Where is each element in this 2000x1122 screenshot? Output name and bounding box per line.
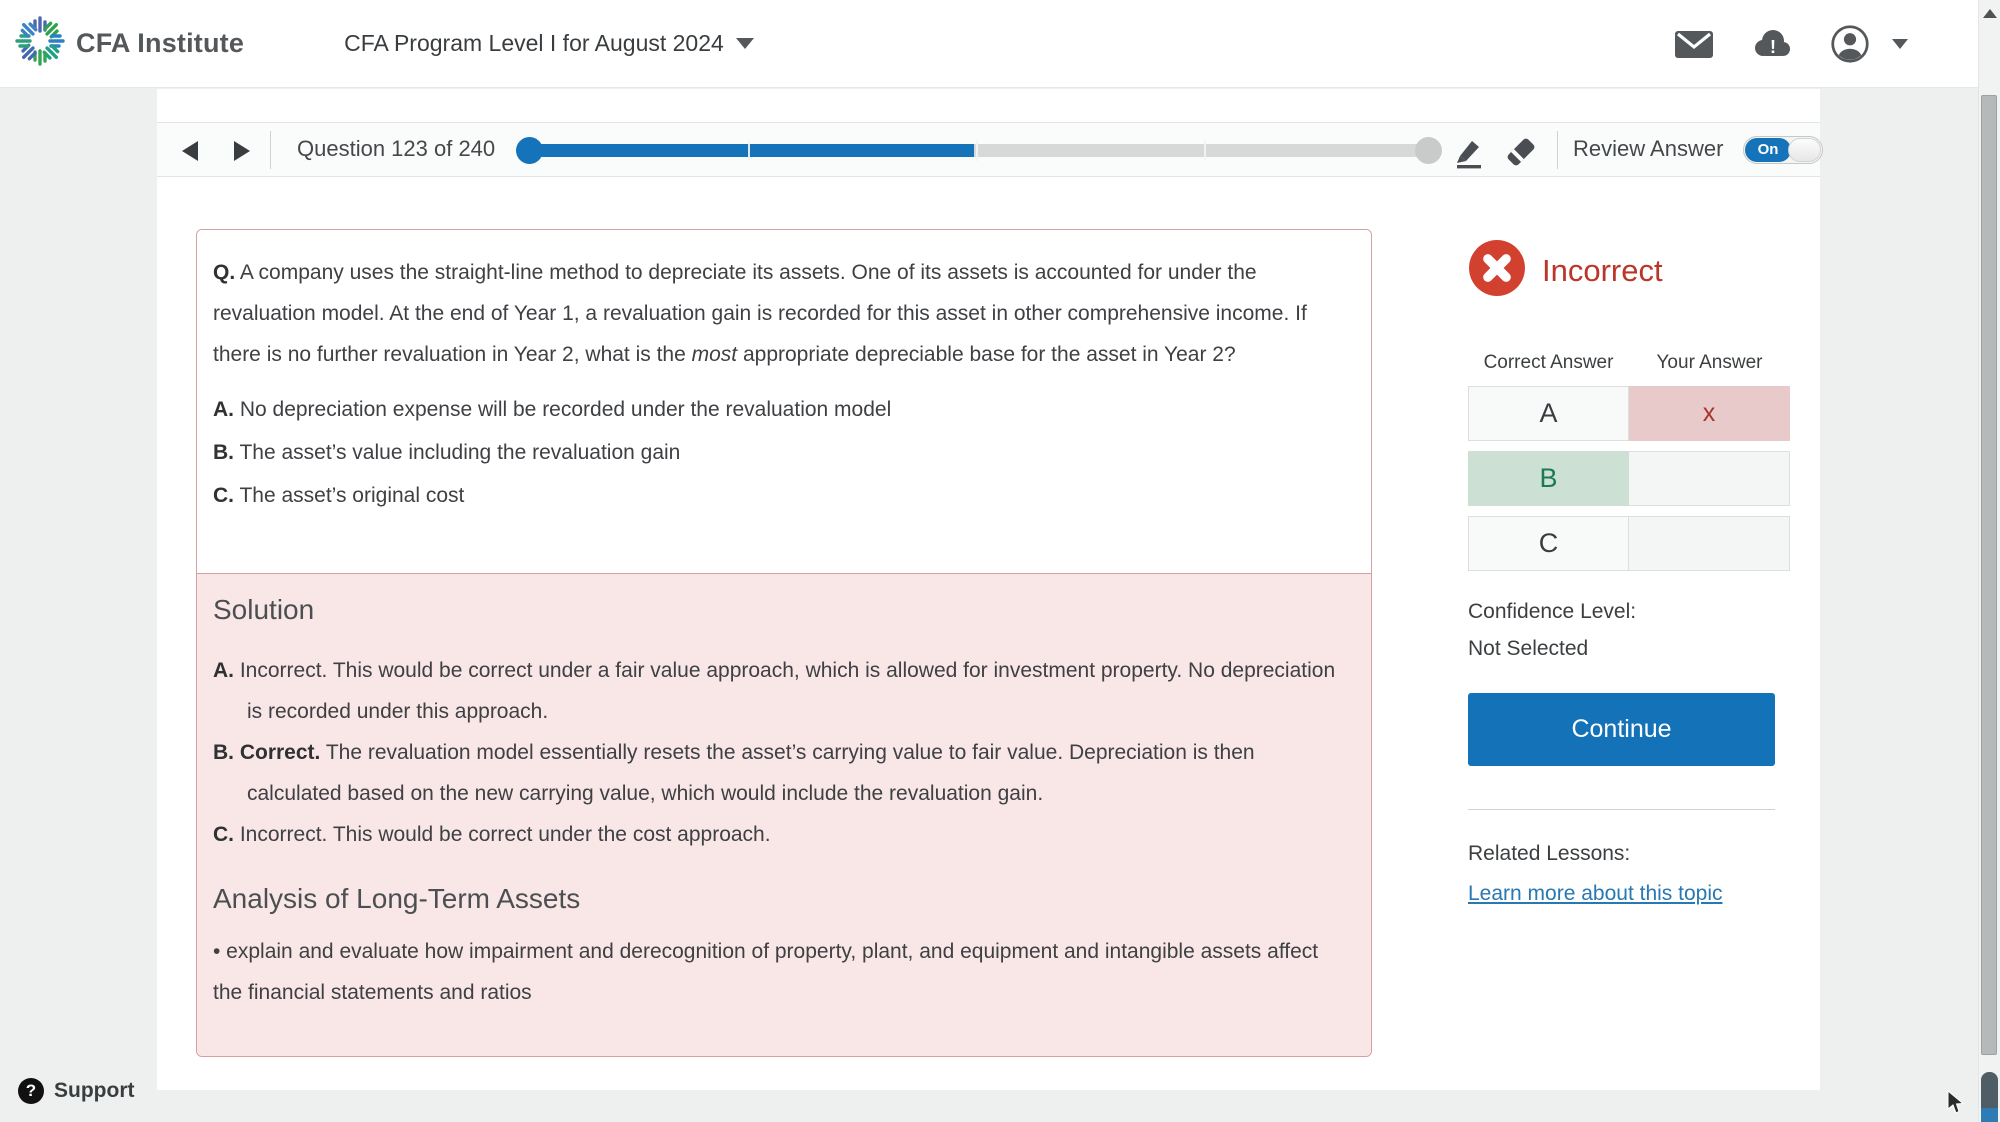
analysis-bullet: • explain and evaluate how impairment and derecognition of property, plant, and equipment and intangible assets affect the financial statements and ratios: [213, 940, 1319, 1004]
solution-items: [213, 650, 1353, 855]
answer-options: [213, 395, 1353, 510]
question-section: [197, 230, 1371, 573]
solution-text: This would be correct under a fair value approach, which is allowed for investment property. No depreciation is recorded under this approach.: [247, 659, 1336, 723]
option-a: [213, 395, 1353, 424]
solution-verdict: Incorrect.: [239, 659, 328, 682]
correct-answer-cell-a: A: [1468, 386, 1629, 441]
previous-question-button[interactable]: [175, 137, 205, 165]
answer-table-headers: [1468, 352, 1790, 374]
question-toolbar: [157, 122, 1820, 177]
option-text: The asset’s original cost: [239, 484, 465, 507]
your-answer-cell-a: x: [1629, 386, 1790, 441]
table-row: [1468, 516, 1790, 571]
confidence-value: Not Selected: [1468, 637, 1589, 660]
question-progress-slider[interactable]: [520, 143, 1432, 158]
solution-item-c: [213, 814, 1353, 855]
question-solution-box: [196, 229, 1372, 1057]
solution-section: [197, 573, 1371, 1056]
solution-verdict: Incorrect.: [239, 823, 328, 846]
mail-icon[interactable]: [1674, 26, 1714, 62]
your-answer-cell-b: [1629, 451, 1790, 506]
status-text: Incorrect: [1542, 252, 1663, 288]
panel-divider: [1468, 809, 1775, 810]
option-letter: C.: [213, 484, 234, 507]
question-italic: most: [691, 343, 738, 366]
header-icons: [1674, 0, 1908, 88]
confidence-label: Confidence Level:: [1468, 600, 1637, 623]
correct-answer-cell-c: C: [1468, 516, 1629, 571]
question-body-1: A company uses the straight-line method to depreciate its assets. One of its assets is accounted for under the revaluation model. At the end of Year 1, a revaluation gain is recorded for this asset in other comprehensive income. If there is no further revaluation in Year 2, what is the: [213, 261, 1307, 366]
mouse-cursor: [1946, 1090, 1968, 1121]
slider-tick: [976, 140, 978, 161]
cloud-alert-icon[interactable]: [1750, 26, 1794, 62]
solution-letter: C.: [213, 823, 234, 846]
avatar-icon: [1830, 24, 1870, 64]
your-answer-header: Your Answer: [1656, 352, 1763, 373]
solution-letter: A.: [213, 659, 234, 682]
app-header: [0, 0, 1978, 88]
solution-item-a: [213, 650, 1353, 732]
option-c: [213, 481, 1353, 510]
toolbar-divider: [1557, 131, 1558, 169]
solution-text: This would be correct under the cost approach.: [327, 823, 771, 846]
support-button[interactable]: [18, 1078, 134, 1104]
correct-answer-header: Correct Answer: [1483, 352, 1614, 373]
slider-tick: [1204, 140, 1206, 161]
table-row: [1468, 386, 1790, 441]
support-label: Support: [54, 1079, 135, 1102]
confidence-level: [1468, 593, 1790, 667]
next-question-button[interactable]: [227, 137, 257, 165]
question-progress-label: Question 123 of 240: [297, 136, 496, 161]
incorrect-icon: [1468, 239, 1526, 302]
vertical-scrollbar[interactable]: [1978, 0, 2000, 1122]
option-b: [213, 438, 1353, 467]
status-row: [1468, 239, 1790, 302]
highlighter-icon[interactable]: [1452, 134, 1488, 170]
question-text: [213, 252, 1353, 375]
continue-button[interactable]: Continue: [1468, 693, 1775, 766]
result-panel: [1468, 239, 1790, 906]
solution-heading: Solution: [213, 594, 315, 625]
question-body-2: appropriate depreciable base for the asset in Year 2?: [737, 343, 1236, 366]
option-text: No depreciation expense will be recorded under the revaluation model: [239, 398, 892, 421]
chevron-down-icon: [1892, 39, 1908, 49]
solution-letter: B.: [213, 741, 234, 764]
program-title: CFA Program Level I for August 2024: [344, 30, 724, 56]
option-text: The asset’s value including the revaluation gain: [239, 441, 681, 464]
program-selector[interactable]: [344, 30, 754, 57]
answer-table: [1468, 386, 1790, 571]
svg-text:!: !: [1770, 37, 1776, 57]
slider-tick: [748, 140, 750, 161]
related-lessons: [1468, 842, 1790, 906]
cfa-brand: [14, 15, 244, 72]
question-mark-icon: ?: [18, 1078, 44, 1104]
review-answer-label: Review Answer: [1573, 136, 1724, 161]
eraser-icon[interactable]: [1502, 134, 1538, 170]
scrollbar-bottom-widget[interactable]: [1981, 1072, 1998, 1112]
option-letter: B.: [213, 441, 234, 464]
slider-start-thumb[interactable]: [516, 137, 543, 164]
account-menu[interactable]: [1830, 24, 1908, 64]
main-content-card: [157, 89, 1820, 1090]
scroll-up-arrow-icon[interactable]: [1983, 9, 1997, 18]
solution-item-b: [213, 732, 1353, 814]
question-prefix: Q.: [213, 261, 236, 284]
table-row: [1468, 451, 1790, 506]
solution-text: The revaluation model essentially resets the asset’s carrying value to fair value. Depreciation is then calculated based on the new carrying value, which would include the revaluation gain.: [247, 741, 1255, 805]
chevron-down-icon: [736, 38, 754, 49]
brand-name: CFA Institute: [76, 28, 245, 58]
correct-answer-cell-b: B: [1468, 451, 1629, 506]
learn-more-link[interactable]: Learn more about this topic: [1468, 882, 1723, 905]
related-lessons-label: Related Lessons:: [1468, 842, 1631, 865]
cfa-logo-icon: [14, 15, 66, 72]
scrollbar-bottom-accent: [1981, 1108, 1998, 1122]
toggle-knob[interactable]: [1788, 138, 1821, 162]
toggle-on-label: On: [1745, 138, 1791, 162]
toolbar-divider: [270, 131, 271, 169]
slider-end-thumb[interactable]: [1415, 137, 1442, 164]
scrollbar-thumb[interactable]: [1981, 95, 1997, 1055]
option-letter: A.: [213, 398, 234, 421]
solution-verdict: Correct.: [239, 741, 321, 764]
review-answer-toggle[interactable]: [1743, 136, 1823, 164]
your-answer-cell-c: [1629, 516, 1790, 571]
analysis-heading: Analysis of Long-Term Assets: [213, 883, 581, 914]
